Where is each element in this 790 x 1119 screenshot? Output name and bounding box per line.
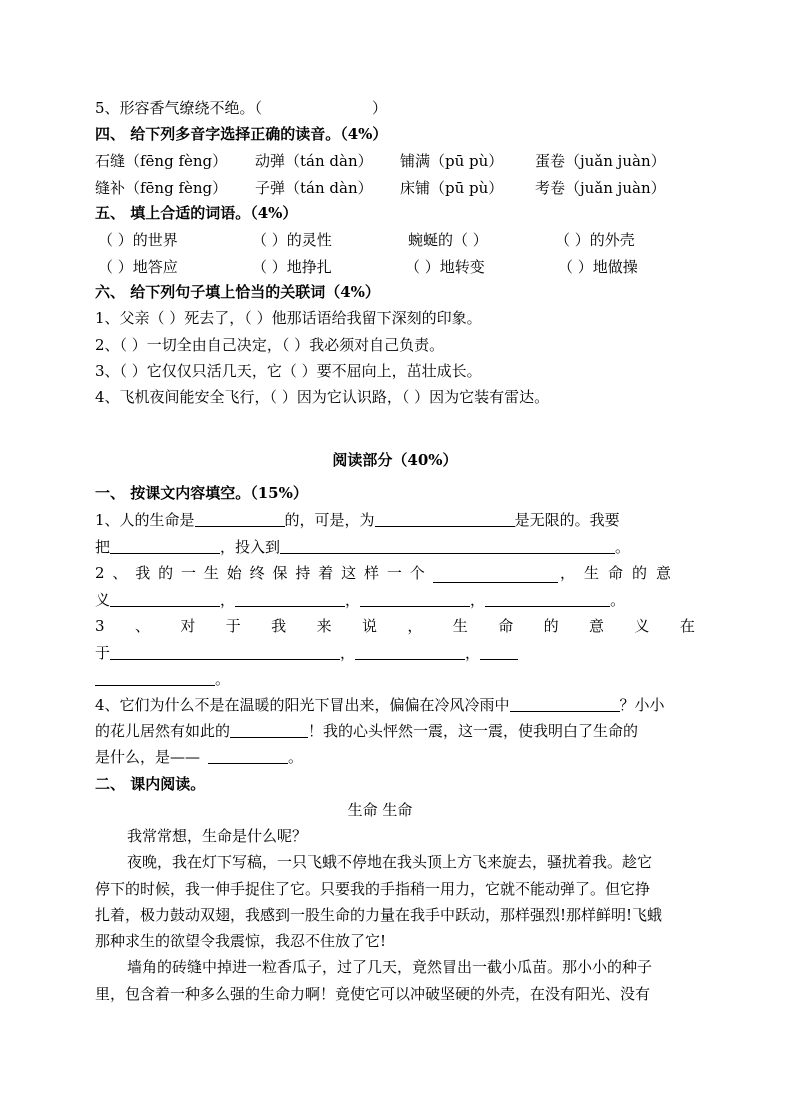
char: 对 — [180, 617, 196, 635]
char: 着 — [318, 564, 334, 582]
article-paragraph: 我常常想，生命是什么呢？ — [127, 827, 308, 845]
answer-blank[interactable] — [110, 538, 220, 554]
question-5-close: ） — [372, 99, 388, 117]
answer-blank[interactable] — [230, 722, 308, 738]
pinyin-item: 考卷（juǎn juàn） — [535, 179, 666, 197]
char: 终 — [249, 564, 265, 582]
fill-text: 是无限的。我要 — [514, 511, 620, 529]
article-paragraph: 里，包含着一种多么强的生命力啊！竟使它可以冲破坚硬的外壳，在没有阳光、没有 — [95, 985, 651, 1003]
answer-blank[interactable] — [355, 644, 465, 660]
char: 我 — [271, 617, 287, 635]
fill-2-spaced-text — [95, 563, 425, 583]
fill-3-line-3 — [95, 669, 230, 689]
answer-blank[interactable] — [480, 644, 518, 660]
question-5-text: 5、形容香气缭绕不绝。（ — [95, 99, 263, 117]
answer-blank[interactable] — [433, 567, 558, 583]
fill-2-line-2 — [95, 590, 625, 610]
answer-blank[interactable] — [360, 591, 470, 607]
answer-blank[interactable] — [208, 748, 288, 764]
fill-text: ， — [345, 591, 361, 609]
fill-text: 。 — [610, 591, 626, 609]
answer-blank[interactable] — [485, 591, 610, 607]
part-2-title: 二、 课内阅读。 — [95, 775, 206, 793]
fill-text: 。 — [288, 748, 304, 766]
char: 义 — [634, 617, 650, 635]
fill-text: ，生命的意 — [560, 564, 681, 582]
fill-4-line-1 — [95, 695, 665, 715]
answer-blank[interactable] — [95, 670, 215, 686]
char: 生 — [203, 564, 219, 582]
word-blank-item: （ ）的灵性 — [252, 231, 332, 249]
answer-blank[interactable] — [110, 591, 220, 607]
fill-text: ！我的心头怦然一震，这一震，使我明白了生命的 — [308, 722, 639, 740]
fill-text: 1、人的生命是 — [95, 511, 195, 529]
pinyin-item: 床铺（pū pù） — [400, 179, 504, 197]
pinyin-item: 蛋卷（juǎn juàn） — [535, 152, 666, 170]
fill-text: ？小小 — [619, 696, 665, 714]
word-blank-item: （ ）的外壳 — [555, 231, 635, 249]
conjunction-sentence: 4、飞机夜间能安全飞行，（ ）因为它认识路，（ ）因为它装有雷达。 — [95, 388, 550, 406]
reading-heading: 阅读部分（40%） — [332, 451, 458, 469]
char: 生 — [452, 617, 468, 635]
fill-4-line-2 — [95, 721, 638, 741]
pinyin-item: 动弹（tán dàn） — [255, 152, 373, 170]
answer-blank[interactable] — [195, 511, 285, 527]
pinyin-item: 铺满（pū pù） — [400, 152, 504, 170]
fill-text: ， — [470, 591, 486, 609]
fill-4-line-3 — [95, 747, 303, 767]
char: 一 — [181, 564, 197, 582]
char: 的 — [543, 617, 559, 635]
pinyin-item: 子弹（tán dàn） — [255, 179, 373, 197]
answer-blank[interactable] — [510, 696, 620, 712]
fill-text: 。 — [215, 670, 231, 688]
char: 个 — [409, 564, 425, 582]
pinyin-item: 石缝（fēng fèng） — [95, 152, 228, 170]
fill-text: 义 — [95, 591, 111, 609]
word-blank-item: （ ）地转变 — [405, 258, 485, 276]
char: 于 — [225, 617, 241, 635]
answer-blank[interactable] — [235, 591, 345, 607]
conjunction-sentence: 2、（ ）一切全由自己决定，（ ）我必须对自己负责。 — [95, 336, 445, 354]
fill-text: ， — [340, 644, 356, 662]
question-5 — [95, 98, 387, 118]
pinyin-item: 缝补（fēng fèng） — [95, 179, 228, 197]
word-blank-item: 蜿蜒的（ ） — [408, 231, 488, 249]
answer-blank[interactable] — [375, 511, 515, 527]
char: 说 — [361, 617, 377, 635]
article-title: 生命 生命 — [347, 801, 413, 819]
conjunction-sentence: 3、（ ）它仅仅只活几天，它（ ）要不屈向上，茁壮成长。 — [95, 362, 482, 380]
fill-text: 。 — [615, 538, 631, 556]
fill-3-line-1 — [95, 616, 695, 636]
char: 我 — [135, 564, 151, 582]
answer-blank[interactable] — [110, 644, 340, 660]
conjunction-sentence: 1、父亲（ ）死去了，（ ）他那话语给我留下深刻的印象。 — [95, 309, 482, 327]
char: 、 — [112, 564, 128, 582]
word-blank-item: （ ）地答应 — [98, 258, 178, 276]
fill-text: 于 — [95, 644, 111, 662]
section-4-title: 四、 给下列多音字选择正确的读音。（4%） — [95, 125, 388, 143]
char: 命 — [498, 617, 514, 635]
fill-3-line-2 — [95, 643, 518, 663]
article-paragraph: 那种求生的欲望令我震惊，我忍不住放了它! — [95, 932, 387, 950]
char: 2 — [95, 564, 105, 582]
word-blank-item: （ ）的世界 — [98, 231, 178, 249]
char: 的 — [158, 564, 174, 582]
section-6-title: 六、 给下列句子填上恰当的关联词（4%） — [95, 283, 380, 301]
char: 持 — [295, 564, 311, 582]
word-blank-item: （ ）地挣扎 — [252, 258, 332, 276]
fill-1-line-1 — [95, 510, 620, 530]
char: 、 — [134, 617, 150, 635]
char: 这 — [341, 564, 357, 582]
char: ， — [407, 617, 423, 635]
fill-text: ， — [220, 591, 236, 609]
answer-blank[interactable] — [280, 538, 615, 554]
fill-text: 的，可是，为 — [284, 511, 375, 529]
section-5-title: 五、 填上合适的词语。（4%） — [95, 204, 298, 222]
fill-text: 4、它们为什么不是在温暖的阳光下冒出来，偏偏在冷风冷雨中 — [95, 696, 510, 714]
fill-text: ，投入到 — [220, 538, 281, 556]
fill-1-line-2 — [95, 537, 630, 557]
char: 意 — [589, 617, 605, 635]
char: 样 — [364, 564, 380, 582]
part-1-title: 一、 按课文内容填空。（15%） — [95, 484, 308, 502]
article-paragraph: 墙角的砖缝中掉进一粒香瓜子，过了几天，竟然冒出一截小瓜苗。那小小的种子 — [127, 958, 653, 976]
fill-2-line-1 — [95, 563, 695, 583]
fill-text: 是什么，是—— — [95, 748, 201, 766]
char: 3 — [95, 617, 105, 635]
char: 始 — [226, 564, 242, 582]
article-paragraph: 扎着，极力鼓动双翅，我感到一股生命的力量在我手中跃动，那样强烈!那样鲜明!飞蛾 — [95, 906, 663, 924]
article-paragraph: 夜晚，我在灯下写稿，一只飞蛾不停地在我头顶上方飞来旋去，骚扰着我。趁它 — [127, 853, 653, 871]
char: 在 — [679, 617, 695, 635]
fill-text: ， — [465, 644, 481, 662]
char: 来 — [316, 617, 332, 635]
word-blank-item: （ ）地做操 — [558, 258, 638, 276]
char: 保 — [272, 564, 288, 582]
article-paragraph: 停下的时候，我一伸手捉住了它。只要我的手指稍一用力，它就不能动弹了。但它挣 — [95, 880, 651, 898]
fill-text: 的花儿居然有如此的 — [95, 722, 231, 740]
char: 一 — [386, 564, 402, 582]
fill-text: 把 — [95, 538, 111, 556]
